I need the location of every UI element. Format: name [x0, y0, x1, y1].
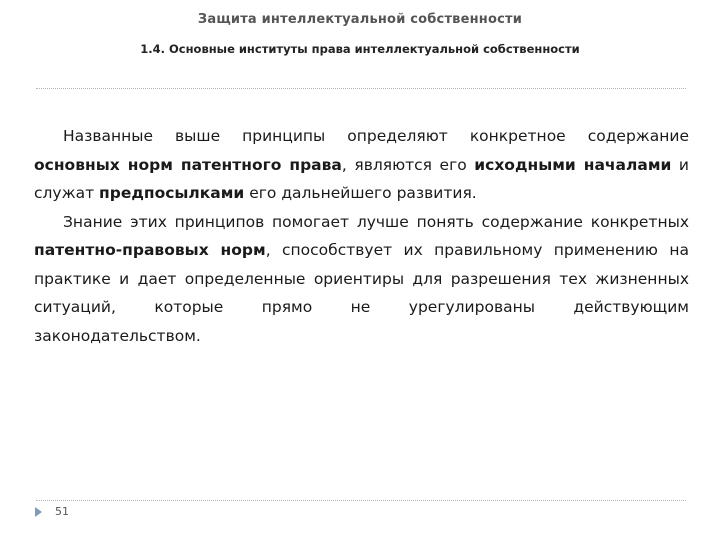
- paragraph-2-text-1: Знание этих принципов помогает лучше понять содержание конкретных: [63, 212, 689, 231]
- paragraph-2-bold-1: патентно-правовых норм: [34, 241, 266, 259]
- page-number: 51: [55, 505, 69, 518]
- bottom-divider: [36, 500, 686, 501]
- paragraph-2-text-2: , способствует их правильному применению на практике и дает определенные ориентиры для разрешения тех жизненных ситуаций, которые прямо не урегулированы действующим законодательством.: [34, 241, 689, 345]
- paragraph-1-bold-3: предпосылками: [99, 184, 245, 202]
- paragraph-1-bold-2: исходными началами: [474, 155, 672, 174]
- paragraph-1-text-4: его дальнейшего развития.: [244, 184, 477, 202]
- page-title: Защита интеллектуальной собственности: [197, 12, 523, 27]
- section-subtitle: 1.4. Основные институты права интеллектуальной собственности: [140, 42, 580, 56]
- top-divider: [36, 88, 686, 89]
- body-text: [34, 122, 689, 350]
- paragraph-2: [34, 208, 689, 351]
- triangle-right-icon: [35, 507, 42, 517]
- paragraph-1-bold-1: основных норм патентного права: [34, 155, 342, 174]
- paragraph-1-text-2: , являются его: [341, 155, 475, 174]
- paragraph-1-text-3: и служат: [34, 155, 689, 202]
- paragraph-1-text-1: Названные выше принципы определяют конкретное содержание: [63, 127, 689, 145]
- paragraph-1: [34, 122, 689, 208]
